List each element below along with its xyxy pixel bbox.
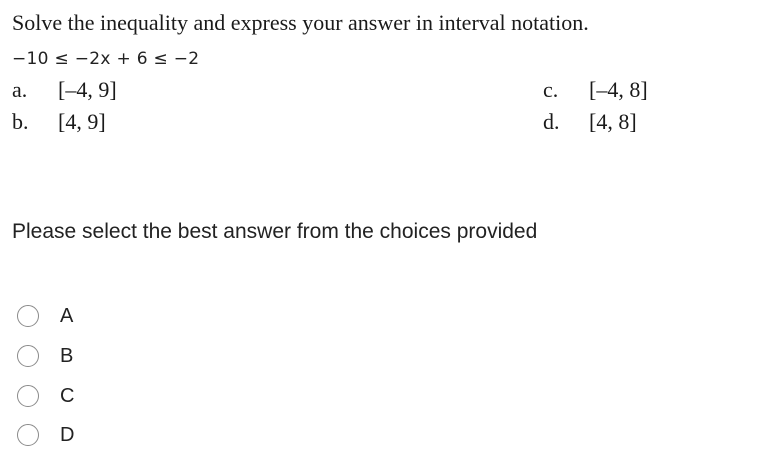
option-label: D	[60, 423, 75, 446]
radio-button[interactable]	[17, 305, 39, 327]
option-label: A	[60, 304, 74, 327]
question-prompt: Solve the inequality and express your answer in interval notation.	[12, 10, 589, 35]
answer-option-a[interactable]	[17, 302, 73, 330]
answer-option-b[interactable]	[17, 342, 73, 370]
inequality-expression: −10 ≤ −2x + 6 ≤ −2	[12, 49, 200, 69]
choice-value: [–4, 8]	[589, 77, 648, 102]
choice-value: [–4, 9]	[58, 77, 117, 102]
choice-a	[12, 76, 117, 104]
answer-option-d[interactable]	[17, 421, 74, 449]
choice-letter: d.	[543, 109, 560, 134]
choice-c	[543, 76, 648, 104]
choice-b	[12, 108, 106, 136]
radio-button[interactable]	[17, 385, 39, 407]
radio-button[interactable]	[17, 345, 39, 367]
option-label: C	[60, 384, 75, 407]
radio-button[interactable]	[17, 424, 39, 446]
answer-option-c[interactable]	[17, 382, 74, 410]
choice-letter: c.	[543, 77, 559, 102]
option-label: B	[60, 344, 74, 367]
instruction-text: Please select the best answer from the choices provided	[12, 220, 538, 243]
choice-value: [4, 8]	[589, 109, 637, 134]
choice-letter: a.	[12, 77, 28, 102]
choice-letter: b.	[12, 109, 29, 134]
choice-d	[543, 108, 637, 136]
choice-value: [4, 9]	[58, 109, 106, 134]
